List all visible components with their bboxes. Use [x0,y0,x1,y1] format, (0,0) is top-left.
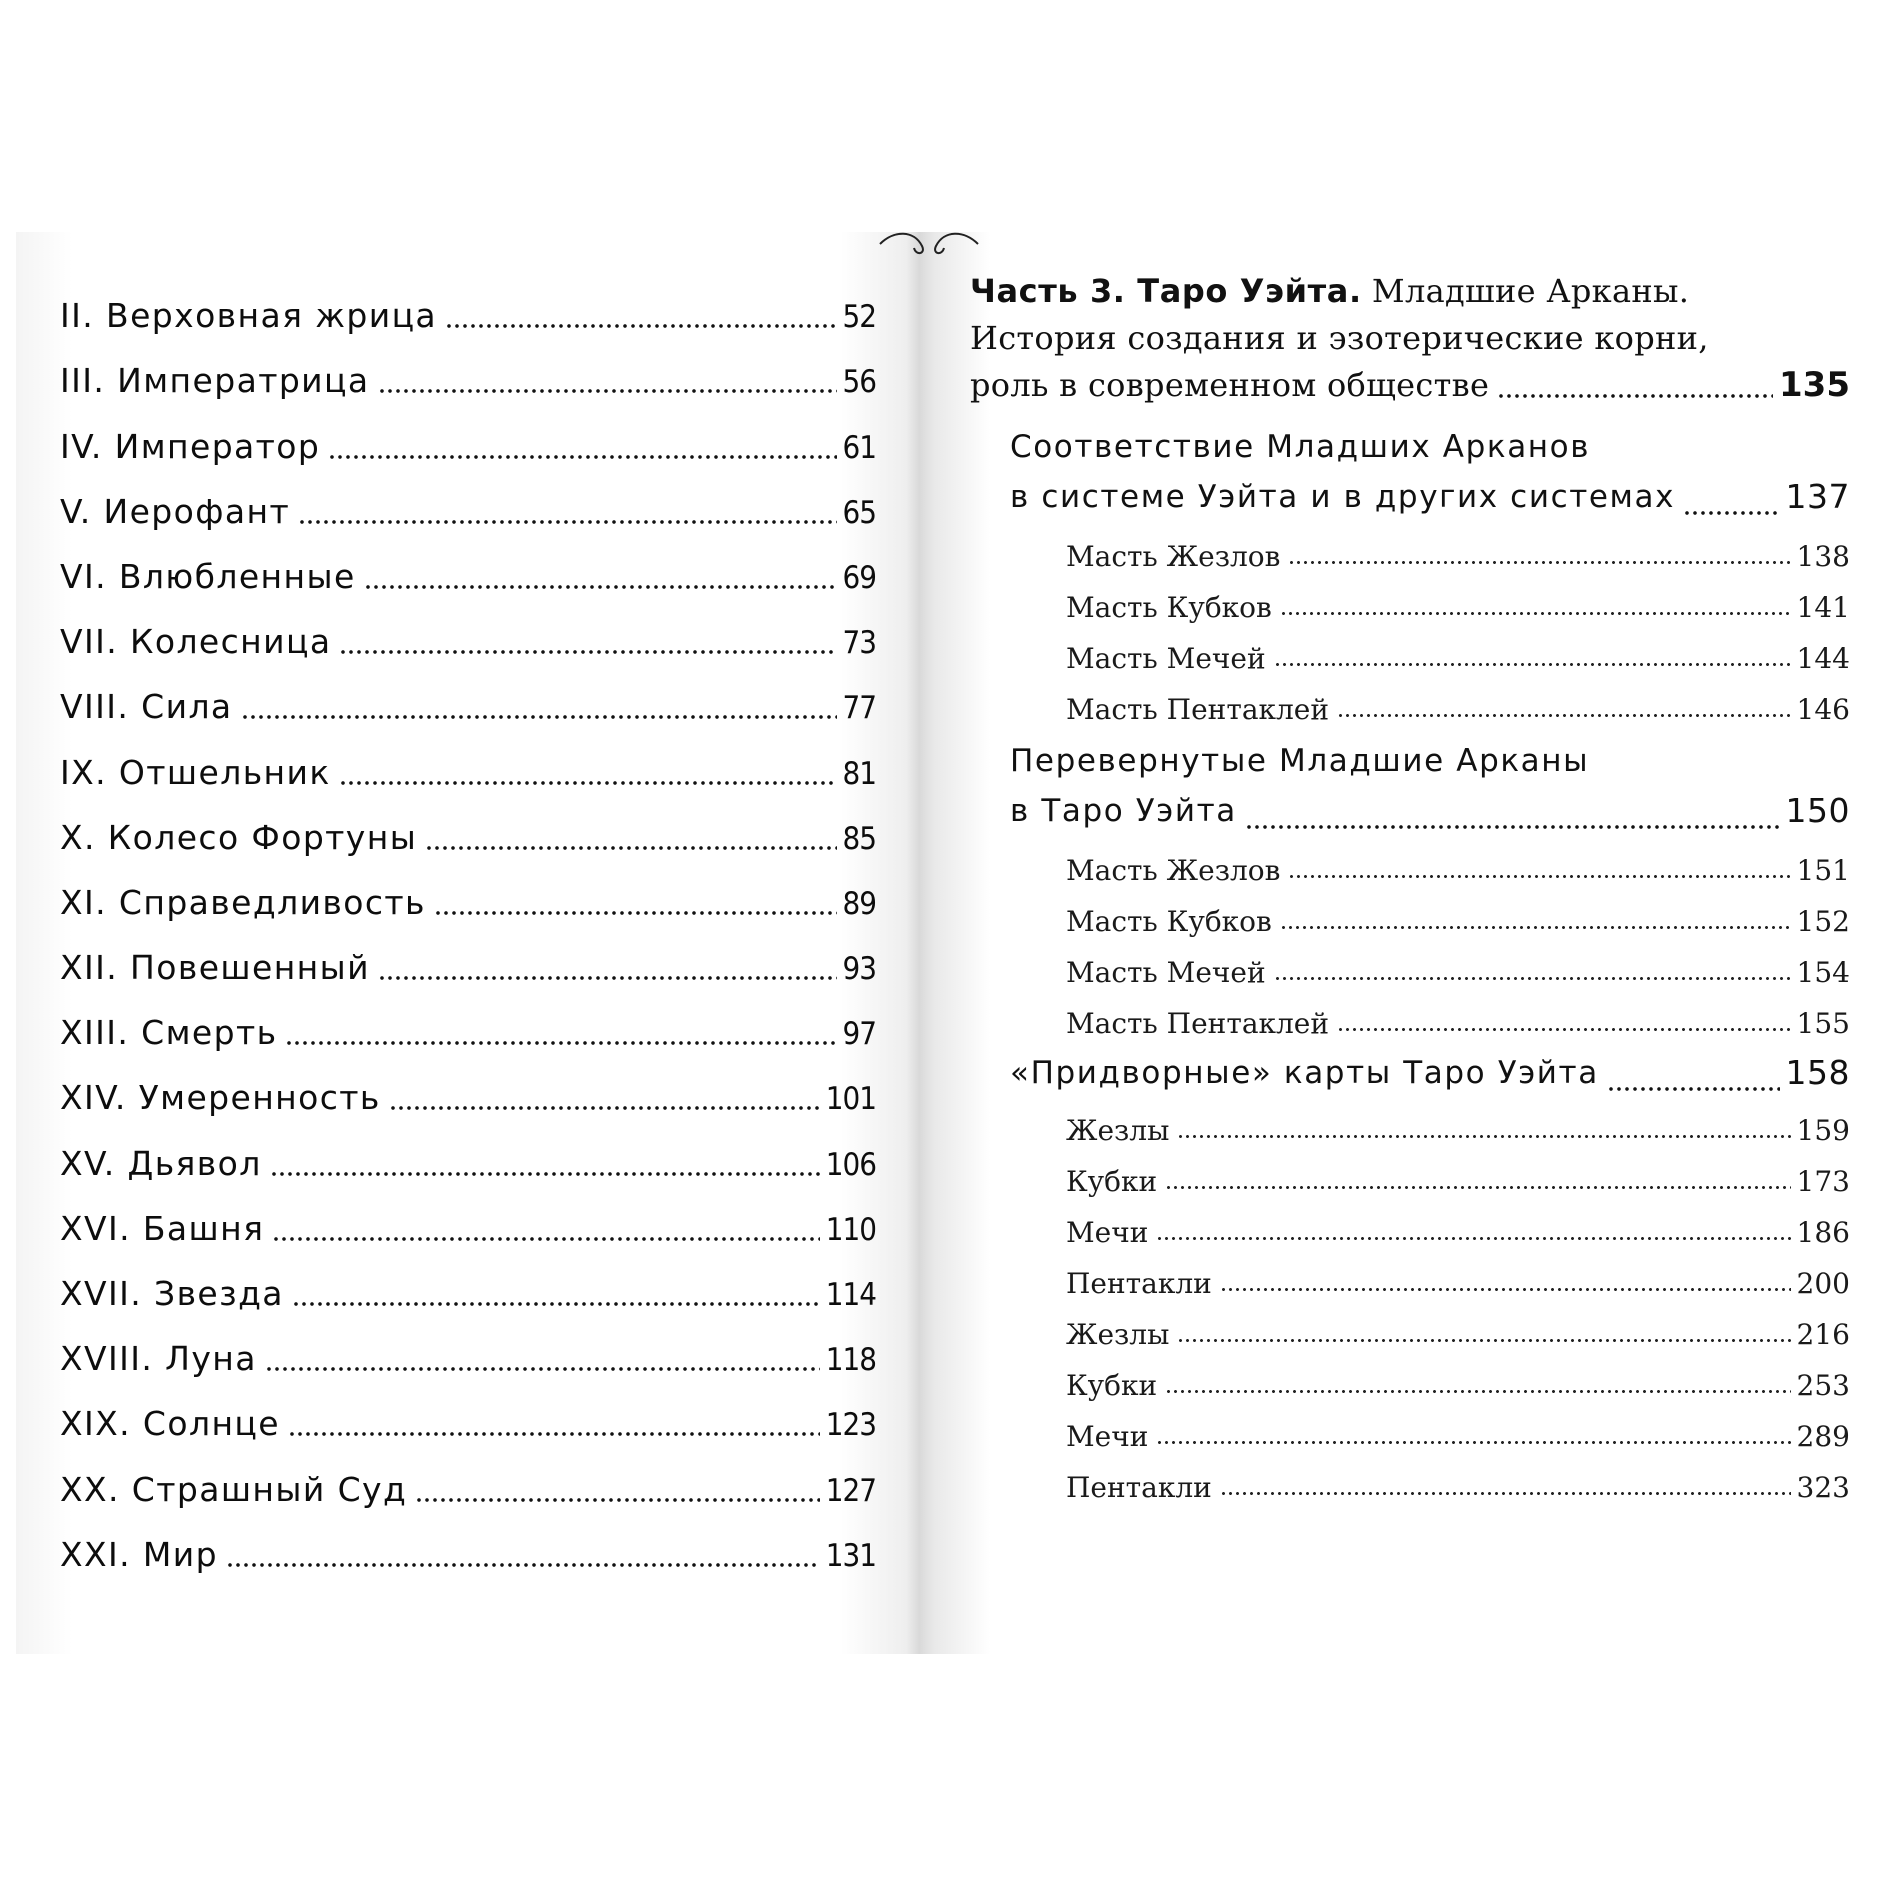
toc-entry-title: XX. Страшный Суд [60,1469,408,1509]
toc-entry[interactable] [60,1248,876,1313]
toc-entry[interactable] [60,400,876,465]
toc-entry[interactable] [60,661,876,726]
sub-entry[interactable] [1066,989,1850,1040]
toc-entry-page: 97 [842,1016,876,1053]
left-page-toc [60,270,876,1574]
sub-entry-title: Масть Мечей [1066,956,1266,989]
toc-entry[interactable] [60,1313,876,1378]
sub-entry-title: Масть Пентаклей [1066,1007,1330,1040]
part-line-1 [970,268,1850,315]
toc-entry[interactable] [60,792,876,857]
part-3-heading[interactable] [970,268,1850,409]
section-line-1: Соответствие Младших Арканов [1010,429,1591,465]
sub-entry-page: 159 [1796,1114,1850,1147]
sub-entry-title: Жезлы [1066,1114,1170,1147]
toc-entry-title: XI. Справедливость [60,882,426,922]
toc-entry-title: XVI. Башня [60,1208,265,1248]
sub-entry[interactable] [1066,1096,1850,1147]
toc-entry[interactable] [60,987,876,1052]
toc-entry-title: XXI. Мир [60,1534,218,1574]
sub-entry-page: 253 [1796,1369,1850,1402]
sub-entry[interactable] [1066,1198,1850,1249]
section-2-items [1066,836,1850,1040]
toc-entry-page: 110 [825,1211,876,1248]
sub-entry-page: 173 [1796,1165,1850,1198]
toc-entry-title: XVII. Звезда [60,1274,284,1313]
toc-entry-title: XII. Повешенный [60,948,370,988]
sub-entry-page: 144 [1796,642,1850,675]
dot-leader [1607,1068,1780,1092]
toc-entry-page: 52 [842,299,876,336]
sub-entry-page: 200 [1796,1267,1850,1300]
section-page: 150 [1785,791,1850,830]
sub-entry-page: 141 [1796,591,1850,624]
sub-entry[interactable] [1066,624,1850,675]
dot-leader [415,1479,820,1503]
sub-entry[interactable] [1066,938,1850,989]
dot-leader [1156,1427,1790,1445]
toc-entry-title: XIV. Умеренность [60,1078,381,1118]
toc-entry-page: 65 [842,494,876,531]
toc-entry-page: 56 [842,364,876,401]
dot-leader [1220,1274,1791,1292]
part-line-3-text: роль в современном обществе [970,366,1490,404]
toc-entry-title: VIII. Сила [60,687,233,727]
sub-entry[interactable] [1066,1453,1850,1504]
sub-entry[interactable] [1066,675,1850,726]
toc-entry-page: 114 [825,1277,876,1313]
section-line-2-text: в системе Уэйта и в других системах [1010,479,1676,515]
sub-entry-title: Масть Жезлов [1066,854,1281,887]
section-reversed[interactable] [1010,736,1850,836]
section-court-cards[interactable] [1010,1048,1850,1098]
dot-leader [378,370,837,394]
section-line-2-text: в Таро Уэйта [1010,793,1237,829]
dot-leader [288,1413,820,1437]
sub-entry-page: 146 [1796,693,1850,726]
sub-entry-title: Масть Жезлов [1066,540,1281,573]
dot-leader [389,1087,820,1111]
section-correspondence[interactable] [1010,422,1850,522]
dot-leader [1165,1376,1790,1394]
toc-entry[interactable] [60,466,876,531]
toc-entry[interactable] [60,270,876,335]
section-line-2 [1010,1048,1850,1098]
sub-entry-title: Кубки [1066,1369,1158,1402]
sub-entry-title: Масть Кубков [1066,905,1272,938]
sub-entry[interactable] [1066,573,1850,624]
sub-entry[interactable] [1066,522,1850,573]
sub-entry-title: Жезлы [1066,1318,1170,1351]
toc-entry-page: 61 [842,429,876,466]
toc-entry-title: XVIII. Луна [60,1339,257,1379]
toc-entry[interactable] [60,922,876,987]
toc-entry-page: 89 [842,885,876,922]
sub-entry-title: Мечи [1066,1420,1149,1453]
toc-entry[interactable] [60,1443,876,1508]
sub-entry-page: 155 [1796,1007,1850,1040]
toc-entry-title: XV. Дьявол [60,1143,262,1183]
section-line-2 [1010,472,1850,522]
toc-entry-title: XIII. Смерть [60,1013,278,1053]
section-page: 137 [1785,477,1850,516]
toc-entry-title: III. Императрица [60,361,370,401]
toc-entry[interactable] [60,726,876,791]
toc-entry[interactable] [60,1117,876,1182]
dot-leader [364,566,837,590]
toc-entry-page: 131 [825,1537,876,1574]
toc-entry[interactable] [60,1509,876,1574]
section-line-2-text: «Придворные» карты Таро Уэйта [1010,1055,1599,1091]
toc-entry[interactable] [60,335,876,400]
dot-leader [328,436,836,460]
dot-leader [1337,1014,1791,1032]
section-1-items [1066,522,1850,726]
toc-entry-title: VII. Колесница [60,622,332,662]
toc-entry[interactable] [60,857,876,922]
part-subtitle: Младшие Арканы. [1371,272,1690,310]
dot-leader [1683,492,1779,516]
part-line-3 [970,362,1850,409]
part-line-2: История создания и эзотерические корни, [970,319,1709,357]
sub-entry-page: 186 [1796,1216,1850,1249]
toc-entry-title: XIX. Солнце [60,1404,280,1444]
sub-entry[interactable] [1066,1249,1850,1300]
dot-leader [1177,1121,1790,1139]
dot-leader [1274,963,1791,981]
toc-entry[interactable] [60,1052,876,1117]
toc-entry[interactable] [60,596,876,661]
toc-entry-page: 127 [825,1472,876,1509]
dot-leader [339,631,836,655]
sub-entry-page: 289 [1796,1420,1850,1453]
toc-entry-page: 123 [825,1407,876,1444]
dot-leader [434,892,837,916]
dot-leader [1220,1478,1791,1496]
toc-entry-title: IX. Отшельник [60,752,331,792]
dot-leader [1280,912,1791,930]
toc-entry-page: 77 [842,690,876,727]
sub-entry-title: Масть Мечей [1066,642,1266,675]
ornament-icon [874,232,984,258]
sub-entry-page: 323 [1796,1471,1850,1504]
sub-entry-page: 152 [1796,905,1850,938]
sub-entry-page: 138 [1796,540,1850,573]
toc-entry-title: X. Колесо Фортуны [60,817,418,857]
toc-entry-title: V. Иерофант [60,491,291,531]
sub-entry-page: 154 [1796,956,1850,989]
dot-leader [1288,861,1790,879]
section-line-1: Перевернутые Младшие Арканы [1010,743,1590,779]
dot-leader [265,1348,820,1372]
dot-leader [298,501,836,525]
dot-leader [378,957,837,981]
toc-entry[interactable] [60,1378,876,1443]
section-3-items [1066,1096,1850,1504]
sub-entry-title: Пентакли [1066,1267,1212,1300]
toc-entry-title: VI. Влюбленные [60,556,356,596]
part-page: 135 [1779,365,1850,405]
dot-leader [339,762,837,786]
toc-entry-title: II. Верховная жрица [60,296,438,336]
dot-leader [292,1283,820,1307]
sub-entry[interactable] [1066,1402,1850,1453]
section-line-2 [1010,786,1850,836]
sub-entry-page: 151 [1796,854,1850,887]
toc-entry-page: 101 [825,1081,876,1118]
toc-entry-page: 85 [842,820,876,857]
sub-entry-title: Масть Кубков [1066,591,1272,624]
sub-entry-title: Кубки [1066,1165,1158,1198]
dot-leader [226,1544,820,1568]
sub-entry[interactable] [1066,1147,1850,1198]
dot-leader [1337,700,1791,718]
dot-leader [445,305,836,329]
dot-leader [425,827,836,851]
sub-entry[interactable] [1066,1300,1850,1351]
toc-entry-page: 118 [825,1342,876,1379]
dot-leader [1274,649,1791,667]
toc-entry-page: 106 [825,1146,876,1183]
dot-leader [1156,1223,1790,1241]
dot-leader [285,1022,836,1046]
dot-leader [1497,375,1773,399]
toc-entry-title: IV. Император [60,426,321,466]
dot-leader [1177,1325,1790,1343]
toc-entry[interactable] [60,531,876,596]
toc-entry[interactable] [60,1183,876,1248]
sub-entry-title: Мечи [1066,1216,1149,1249]
toc-entry-page: 81 [842,755,876,792]
sub-entry-title: Пентакли [1066,1471,1212,1504]
part-label: Часть 3. Таро Уэйта. [970,272,1362,310]
dot-leader [1288,547,1790,565]
toc-entry-page: 73 [842,625,876,662]
sub-entry[interactable] [1066,836,1850,887]
dot-leader [1280,598,1791,616]
dot-leader [241,696,837,720]
sub-entry-title: Масть Пентаклей [1066,693,1330,726]
dot-leader [270,1153,820,1177]
toc-entry-page: 93 [842,951,876,988]
dot-leader [272,1218,819,1242]
section-page: 158 [1785,1053,1850,1092]
sub-entry[interactable] [1066,887,1850,938]
toc-entry-page: 69 [842,559,876,596]
dot-leader [1245,806,1780,830]
sub-entry-page: 216 [1796,1318,1850,1351]
sub-entry[interactable] [1066,1351,1850,1402]
book-spread [16,232,1890,1654]
dot-leader [1165,1172,1790,1190]
